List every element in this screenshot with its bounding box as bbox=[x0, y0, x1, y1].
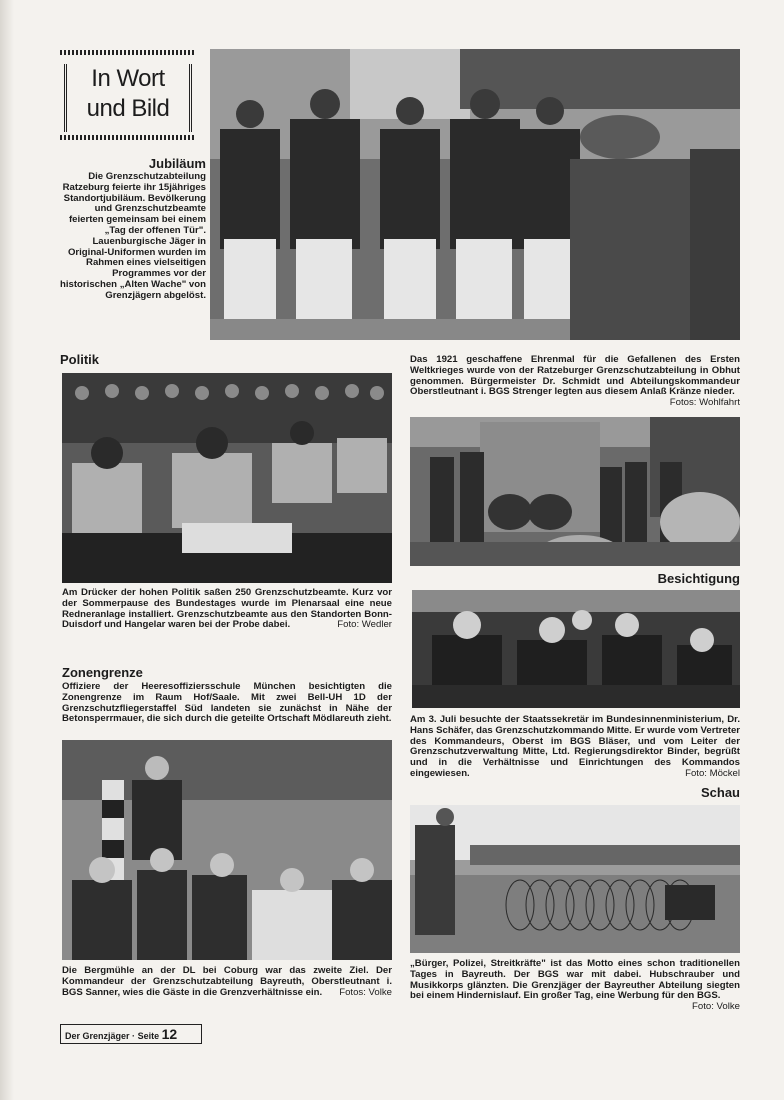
zonengrenze-heading: Zonengrenze bbox=[62, 665, 143, 680]
politik-heading: Politik bbox=[60, 352, 100, 367]
politik-credit: Foto: Wedler bbox=[337, 619, 392, 631]
besichtigung-caption bbox=[410, 715, 740, 780]
jubilaeum-text: Die Grenzschutzabteilung Ratzeburg feierte ihr 15jähriges Standortjubiläum. Bevölkerung und Grenzschutzbeamte feierten gemeinsam bei einem „Tag der offenen Tür". Lauenburgische Jäger in Original-Uniformen wurden im Rahmen eines vielseitigen Programmes vor der historischen „Alten Wache" von Grenzjägern abgelöst. bbox=[60, 171, 206, 301]
besichtigung-heading: Besichtigung bbox=[657, 571, 740, 586]
photo-border-visit bbox=[62, 740, 392, 960]
masthead-bottom-rule bbox=[60, 135, 194, 140]
politik-caption-text: Am Drücker der hohen Politik saßen 250 Grenzschutzbeamte. Kurz vor der Sommerpause des Bundestages wurde im Plenarsaal eine neue Redneranlage installiert. Grenzschutzbeamte aus den Standorten Bonn-Duisdorf und Hangelar waren bei der Probe dabei. bbox=[62, 587, 392, 631]
schau-credit: Foto: Volke bbox=[692, 1001, 740, 1013]
page-edge-shadow bbox=[0, 0, 14, 1100]
footer-page-label: Seite bbox=[137, 1031, 160, 1041]
masthead-box bbox=[60, 56, 194, 132]
ehrenmal-caption bbox=[410, 355, 740, 409]
photo-guard-ceremony bbox=[210, 49, 740, 340]
footer-page-number: 12 bbox=[161, 1026, 178, 1042]
schau-caption-text: „Bürger, Polizei, Streitkräfte" ist das Motto eines schon traditionellen Tages in Bayreuth. Der BGS war mit dabei. Hubschrauber und Musikkorps glänzten. Die Grenzjäger der Bayreuther Abteilung siegten bei einem Hindernislauf. Ein großer Tag, eine Werbung für den BGS. bbox=[410, 958, 740, 1002]
photo-bundestag bbox=[62, 373, 392, 583]
page-footer bbox=[60, 1024, 202, 1044]
photo-obstacle-race bbox=[410, 805, 740, 953]
zonengrenze-caption-text: Die Bergmühle an der DL bei Coburg war das zweite Ziel. Der Kommandeur der Grenzschutzabteilung Bayreuth, Oberstleutnant i. BGS Sanner, wies die Gäste in die Grenzverhältnisse ein. bbox=[62, 965, 392, 998]
schau-caption bbox=[410, 959, 740, 1013]
zonengrenze-credit: Fotos: Volke bbox=[339, 986, 392, 998]
masthead-line-2: und Bild bbox=[86, 95, 170, 122]
photo-ehrenmal bbox=[410, 417, 740, 566]
ehrenmal-credit: Fotos: Wohlfahrt bbox=[669, 397, 740, 409]
masthead-line-1: In Wort bbox=[91, 65, 165, 92]
schau-heading: Schau bbox=[700, 785, 740, 800]
footer-separator: · bbox=[132, 1031, 136, 1041]
masthead-top-rule bbox=[60, 50, 194, 55]
footer-publication: Der Grenzjäger bbox=[65, 1031, 130, 1041]
zonengrenze-caption bbox=[62, 966, 392, 998]
politik-caption bbox=[62, 588, 392, 631]
zonengrenze-text: Offiziere der Heeresoffiziersschule München besichtigten die Zonengrenze im Raum Hof/Saale. Mit zwei Bell-UH 1D der Grenzschutzfliegerstaffel Süd landeten sie zunächst in Nähe der Betonsperrmauer, die sich durch die geteilte Ortschaft Mödlareuth zieht. bbox=[62, 681, 392, 725]
photo-visit bbox=[412, 590, 740, 708]
besichtigung-caption-text: Am 3. Juli besuchte der Staatssekretär im Bundesinnenministerium, Dr. Hans Schäfer, das Grenzschutzkommando Mitte. Er wurde vom Vertreter des Kommandeurs, Oberst im BGS Bläser, und vom Leiter der Grenzschutzverwaltung Mitte, Ltd. Regierungsdirektor Binder, begrüßt und in die Verhältnisse und Einrichtungen des Kommandos eingewiesen. bbox=[410, 714, 741, 779]
jubilaeum-heading: Jubiläum bbox=[148, 156, 206, 171]
ehrenmal-caption-text: Das 1921 geschaffene Ehrenmal für die Gefallenen des Ersten Weltkrieges wurde von der Ratzeburger Grenzschutzabteilung in Obhut genommen. Bürgermeister Dr. Schmidt und Abteilungskommandeur Oberstleutnant i. BGS Strenger legten aus diesem Anlaß Kränze nieder. bbox=[410, 354, 740, 398]
besichtigung-credit: Foto: Möckel bbox=[685, 767, 740, 779]
